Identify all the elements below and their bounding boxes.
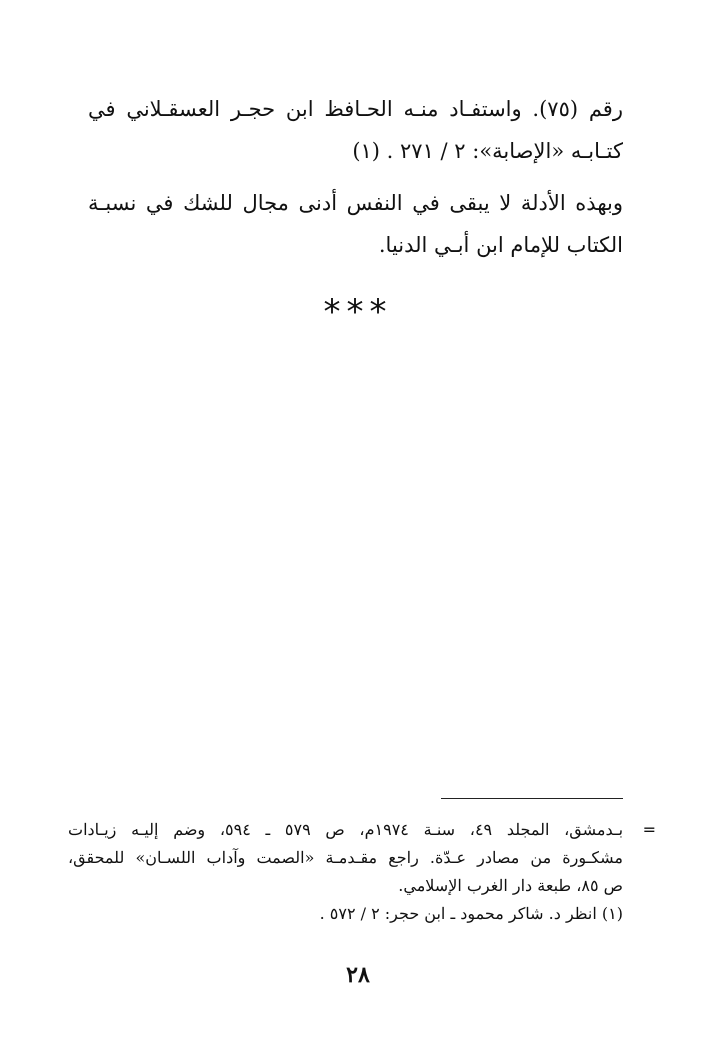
page-number: ٢٨ (346, 962, 370, 988)
section-separator: *** (323, 292, 393, 332)
body-paragraph-1: رقم (٧٥). واستفـاد منـه الحـافظ ابن حجـر العسقـلاني في كتـابـه «الإصابة»: ٢ / ٢٧١ . (١) (88, 97, 623, 163)
footnote-continuation-line-3: ص ٨٥، طبعة دار الغرب الإسلامي. (398, 876, 623, 895)
body-paragraph-2: وبهذه الأدلة لا يبقى في النفس أدنى مجال للشك في نسبـة الكتاب للإمام ابن أبـي الدنيا. (88, 191, 623, 257)
footnotes (68, 816, 623, 928)
footnote-rule (441, 798, 623, 799)
footnote-continuation-marker: = (642, 820, 656, 839)
footnote-continuation-line-1: بـدمشق، المجلد ٤٩، سنـة ١٩٧٤م، ص ٥٧٩ ـ ٥٩٤، وضم إليـه زيـادات (68, 820, 624, 839)
footnote-1: (١) انظر د. شاكر محمود ـ ابن حجر: ٢ / ٥٧٢ . (319, 904, 623, 923)
footnote-continuation-line-2: مشكـورة من مصادر عـدّة. راجع مقـدمـة «الصمت وآداب اللسـان» للمحقق، (68, 848, 624, 867)
